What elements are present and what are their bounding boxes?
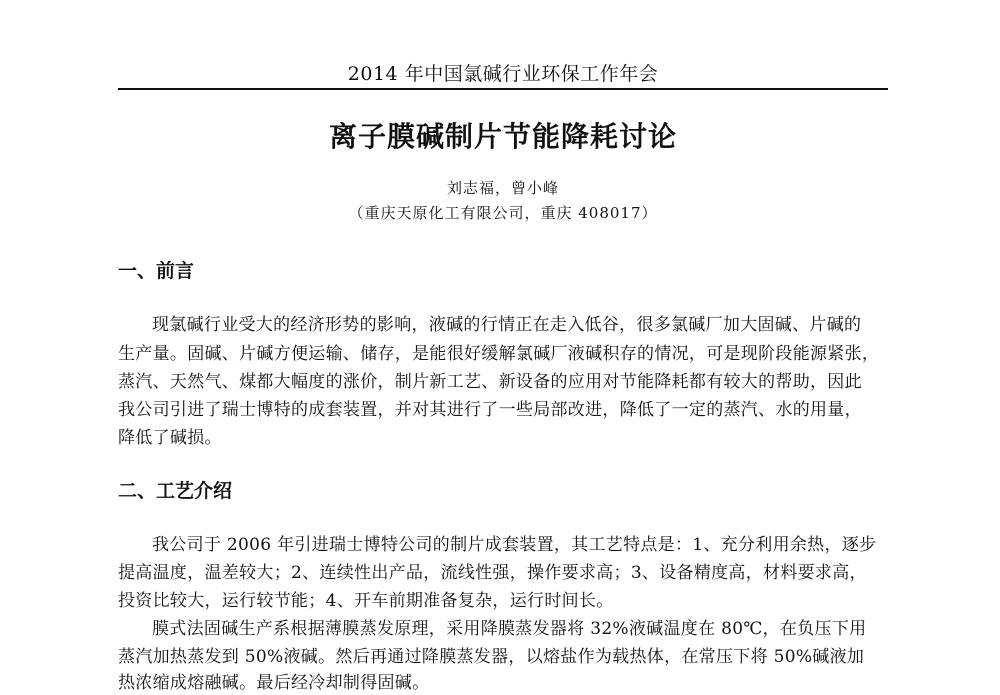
paragraph-line: 投资比较大，运行较节能；4、开车前期准备复杂，运行时间长。 xyxy=(118,591,614,611)
paragraph-line: 蒸汽、天然气、煤都大幅度的涨价，制片新工艺、新设备的应用对节能降耗都有较大的帮助，因此 xyxy=(118,372,862,392)
article-title: 离子膜碱制片节能降耗讨论 xyxy=(328,120,677,153)
paragraph-line: 现氯碱行业受大的经济形势的影响，液碱的行情正在走入低谷，很多氯碱厂加大固碱、片碱的 xyxy=(152,315,862,335)
paragraph-line: 提高温度，温差较大；2、连续性出产品，流线性强，操作要求高；3、设备精度高，材料要求高， xyxy=(118,563,867,583)
header-rule xyxy=(118,88,888,90)
running-header: 2014 年中国氯碱行业环保工作年会 xyxy=(347,63,659,85)
paragraph-line: 热浓缩成熔融碱。最后经冷却制得固碱。 xyxy=(118,673,430,693)
section-heading-process: 二、工艺介绍 xyxy=(118,480,233,502)
affiliation: （重庆天原化工有限公司，重庆 408017） xyxy=(348,204,658,222)
authors: 刘志福，曾小峰 xyxy=(446,179,559,197)
section-heading-intro: 一、前言 xyxy=(118,260,195,282)
paragraph-line: 我公司引进了瑞士博特的成套装置，并对其进行了一些局部改进，降低了一定的蒸汽、水的用量， xyxy=(118,400,862,420)
paragraph-line: 降低了碱损。 xyxy=(118,428,222,448)
paragraph-line: 蒸汽加热蒸发到 50%液碱。然后再通过降膜蒸发器，以熔盐作为载热体，在常压下将 50%碱液加 xyxy=(118,647,865,667)
paragraph-line: 膜式法固碱生产系根据薄膜蒸发原理，采用降膜蒸发器将 32%液碱温度在 80℃，在负压下用 xyxy=(152,619,867,639)
paragraph-line: 生产量。固碱、片碱方便运输、储存，是能很好缓解氯碱厂液碱积存的情况，可是现阶段能源紧张， xyxy=(118,344,880,364)
paragraph-line: 我公司于 2006 年引进瑞士博特公司的制片成套装置，其工艺特点是：1、充分利用余热，逐步 xyxy=(152,535,877,555)
